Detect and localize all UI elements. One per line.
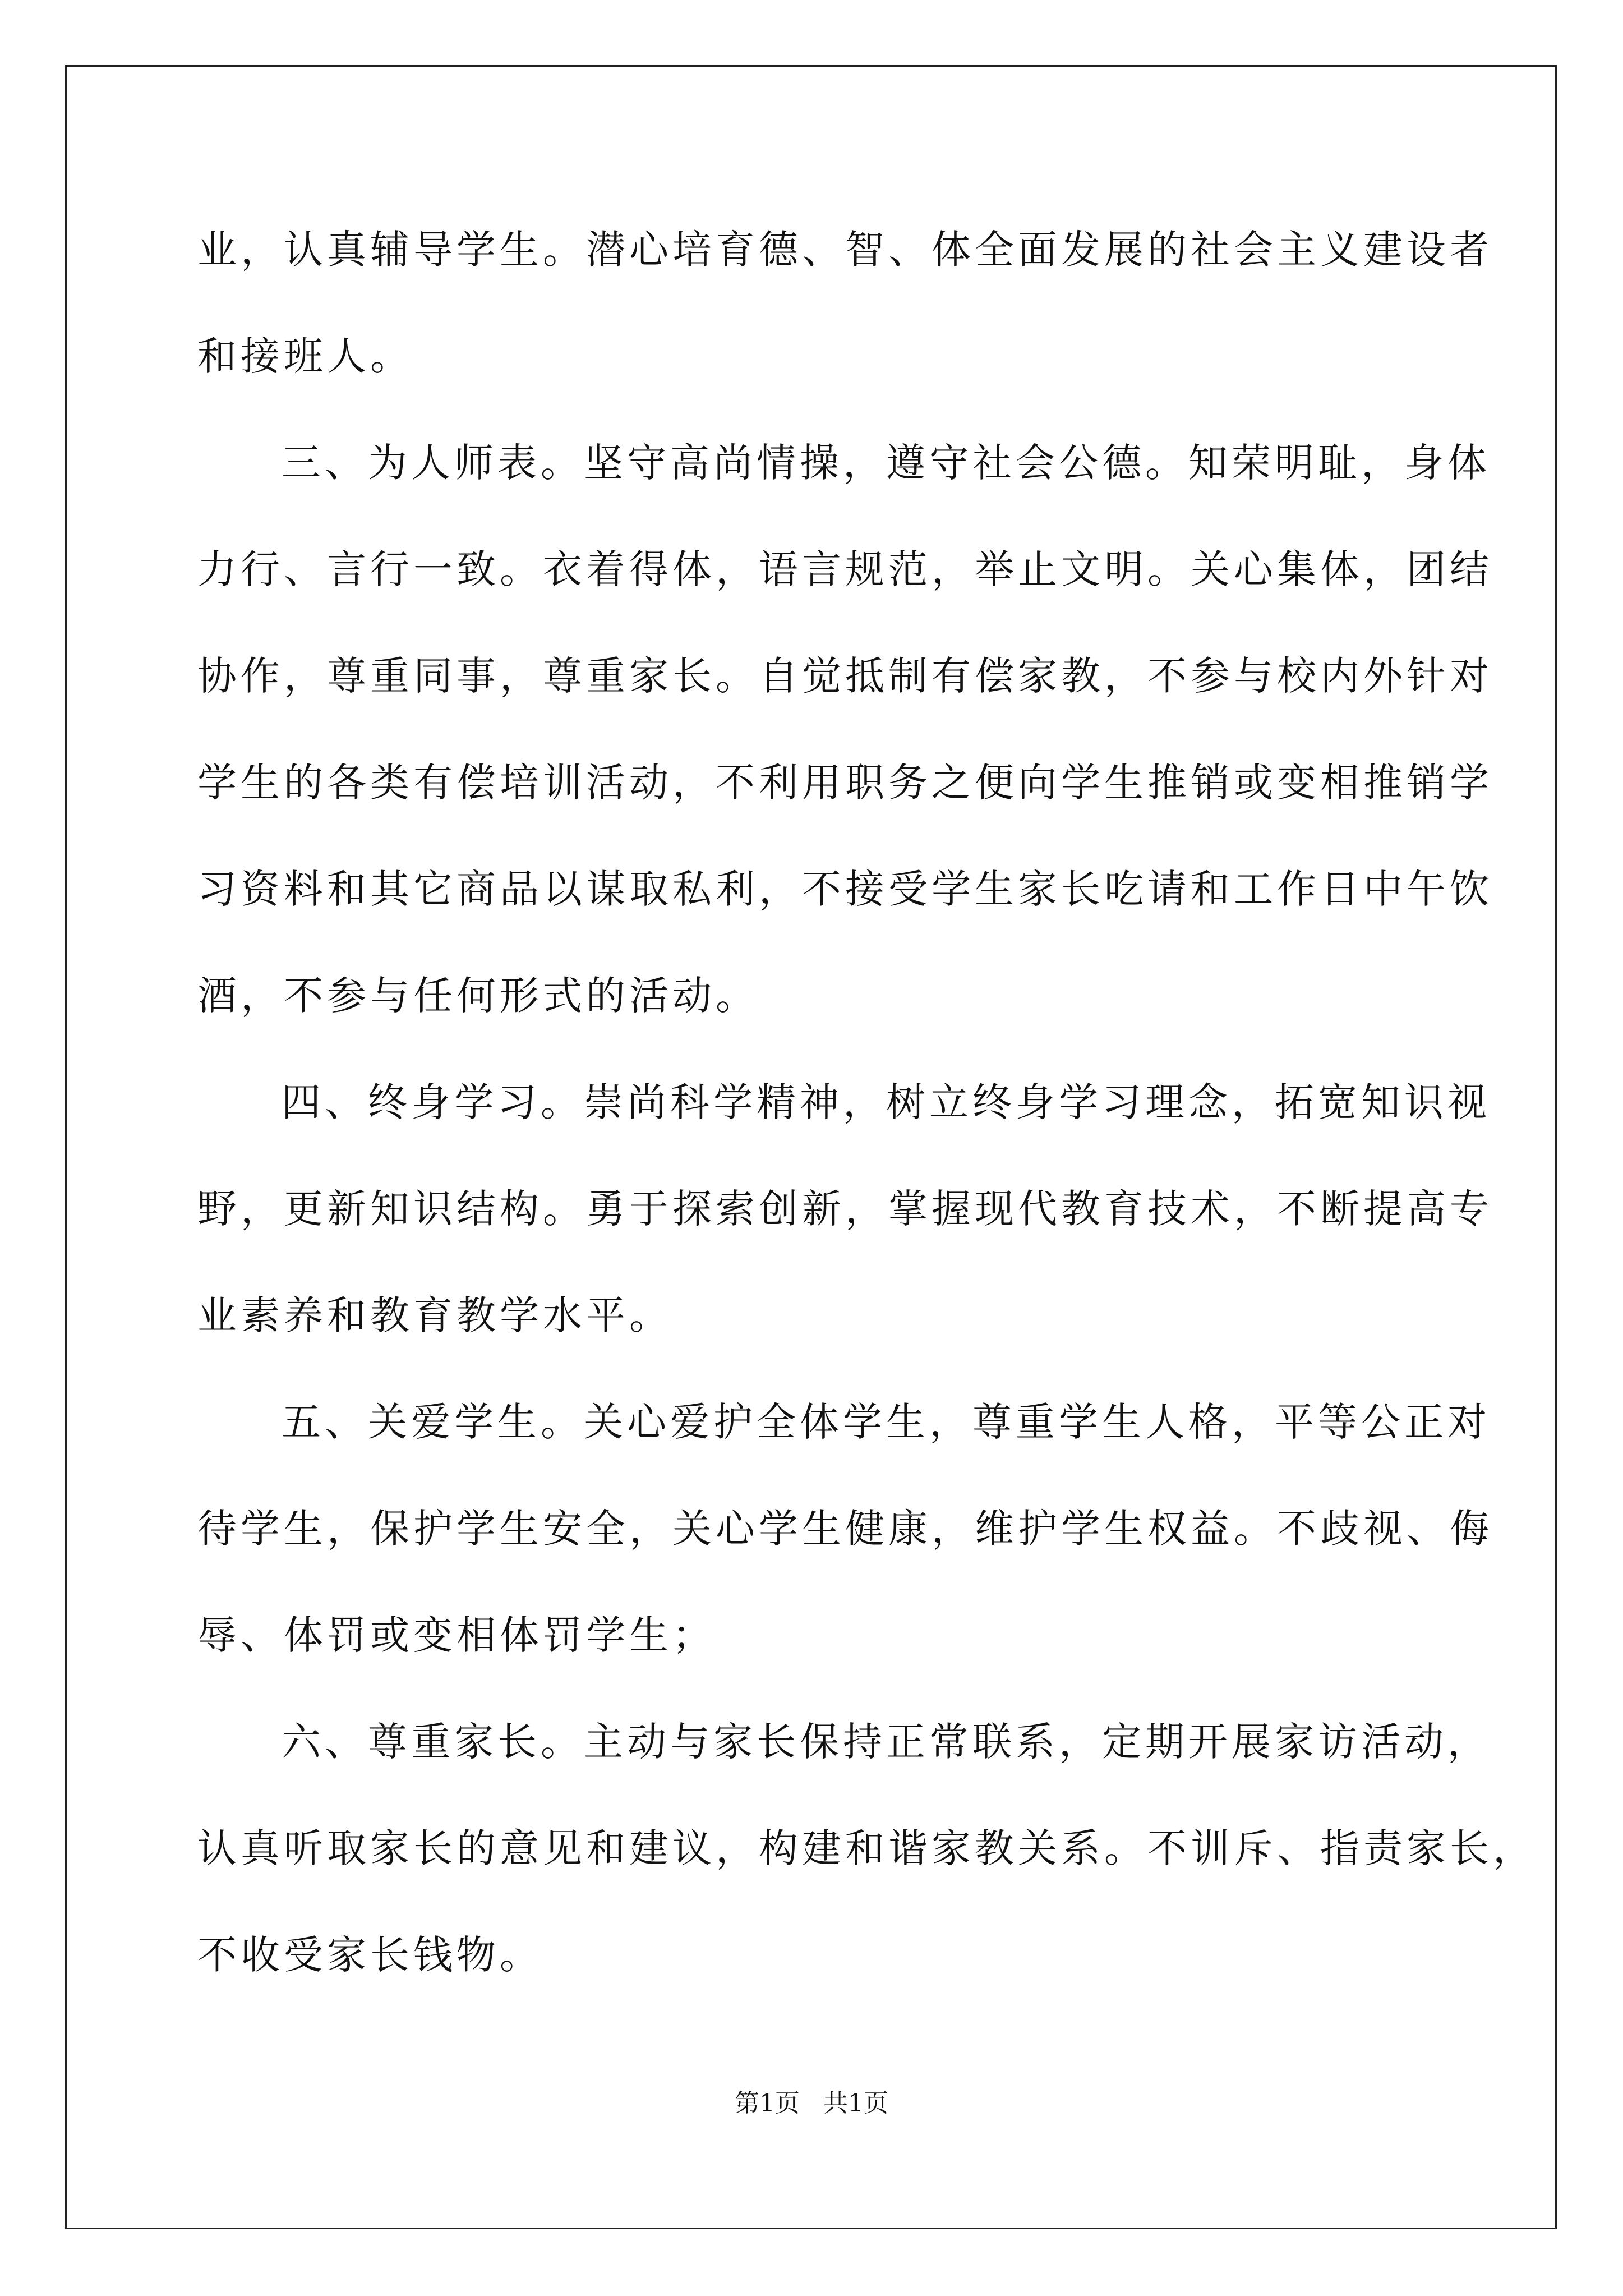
text-line: 五、关爱学生。关心爱护全体学生，尊重学生人格，平等公正对 xyxy=(282,1399,1491,1445)
text-line: 酒，不参与任何形式的活动。 xyxy=(197,973,759,1019)
text-line: 待学生，保护学生安全，关心学生健康，维护学生权益。不歧视、侮 xyxy=(197,1506,1493,1552)
text-line: 辱、体罚或变相体罚学生； xyxy=(197,1612,716,1658)
text-line: 力行、言行一致。衣着得体，语言规范，举止文明。关心集体，团结 xyxy=(197,546,1493,592)
text-line: 协作，尊重同事，尊重家长。自觉抵制有偿家教，不参与校内外针对 xyxy=(197,653,1493,699)
text-line: 习资料和其它商品以谋取私利，不接受学生家长吃请和工作日中午饮 xyxy=(197,866,1493,912)
text-line: 和接班人。 xyxy=(197,333,413,379)
text-line: 业素养和教育教学水平。 xyxy=(197,1292,672,1338)
text-line: 学生的各类有偿培训活动，不利用职务之便向学生推销或变相推销学 xyxy=(197,760,1493,806)
text-line: 野，更新知识结构。勇于探索创新，掌握现代教育技术，不断提高专 xyxy=(197,1186,1493,1232)
text-line: 六、尊重家长。主动与家长保持正常联系，定期开展家访活动， xyxy=(282,1719,1491,1765)
text-line: 业，认真辅导学生。潜心培育德、智、体全面发展的社会主义建设者 xyxy=(197,227,1493,273)
text-line: 认真听取家长的意见和建议，构建和谐家教关系。不训斥、指责家长， xyxy=(197,1825,1536,1871)
text-line: 不收受家长钱物。 xyxy=(197,1932,543,1978)
text-line: 三、为人师表。坚守高尚情操，遵守社会公德。知荣明耻，身体 xyxy=(282,440,1491,486)
text-line: 四、终身学习。崇尚科学精神，树立终身学习理念，拓宽知识视 xyxy=(282,1079,1491,1125)
page-number-footer: 第1页 共1页 xyxy=(735,2089,888,2118)
